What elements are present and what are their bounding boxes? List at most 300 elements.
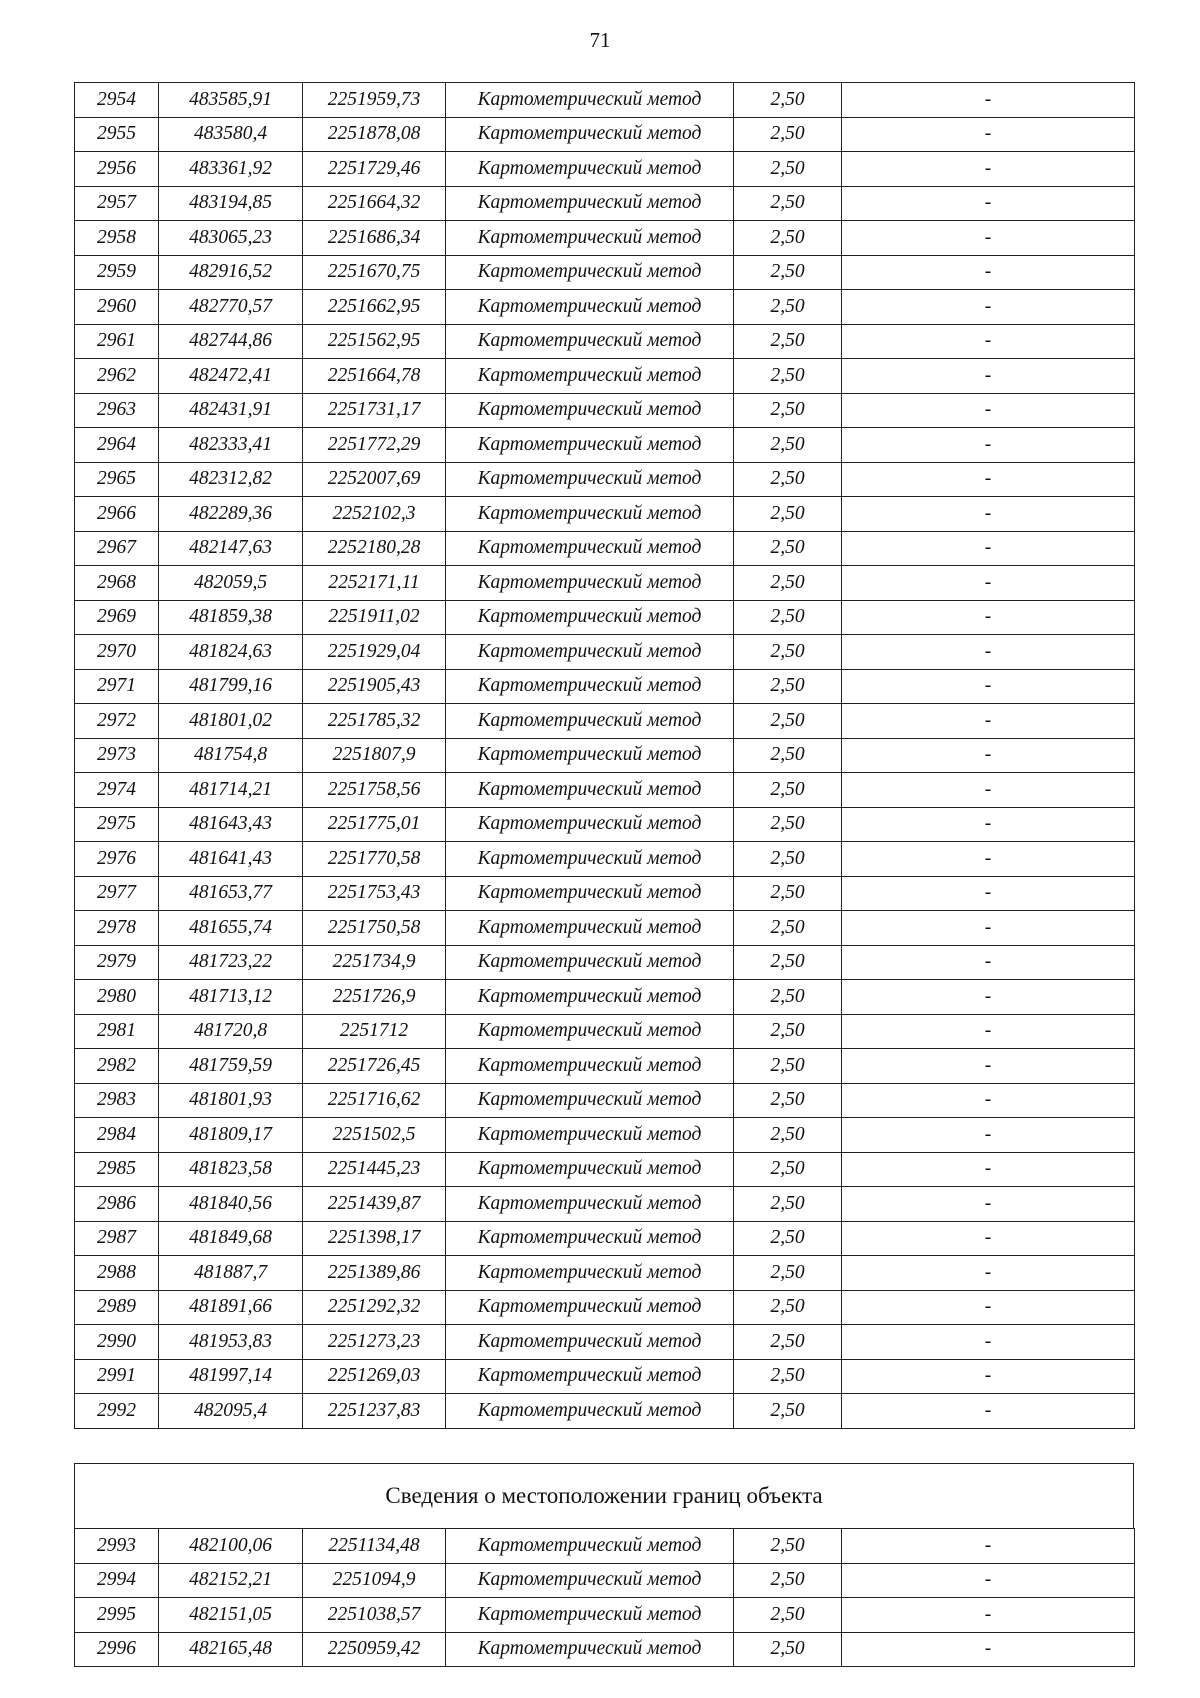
description-cell: - <box>842 1325 1135 1360</box>
point-number-cell: 2985 <box>75 1152 159 1187</box>
y-coordinate-cell: 2251686,34 <box>303 221 446 256</box>
table-row <box>75 1529 1135 1564</box>
accuracy-cell: 2,50 <box>734 600 842 635</box>
method-cell: Картометрический метод <box>446 117 734 152</box>
point-number-cell: 2960 <box>75 290 159 325</box>
y-coordinate-cell: 2251734,9 <box>303 945 446 980</box>
description-cell: - <box>842 186 1135 221</box>
method-cell: Картометрический метод <box>446 807 734 842</box>
point-number-cell: 2977 <box>75 876 159 911</box>
table-row <box>75 1221 1135 1256</box>
point-number-cell: 2962 <box>75 359 159 394</box>
description-cell: - <box>842 1118 1135 1153</box>
x-coordinate-cell: 481953,83 <box>159 1325 303 1360</box>
accuracy-cell: 2,50 <box>734 1598 842 1633</box>
accuracy-cell: 2,50 <box>734 1394 842 1429</box>
accuracy-cell: 2,50 <box>734 324 842 359</box>
description-cell: - <box>842 635 1135 670</box>
description-cell: - <box>842 152 1135 187</box>
point-number-cell: 2973 <box>75 738 159 773</box>
point-number-cell: 2995 <box>75 1598 159 1633</box>
accuracy-cell: 2,50 <box>734 393 842 428</box>
y-coordinate-cell: 2252007,69 <box>303 462 446 497</box>
x-coordinate-cell: 481720,8 <box>159 1014 303 1049</box>
y-coordinate-cell: 2251878,08 <box>303 117 446 152</box>
accuracy-cell: 2,50 <box>734 1049 842 1084</box>
description-cell: - <box>842 566 1135 601</box>
table-row <box>75 1598 1135 1633</box>
accuracy-cell: 2,50 <box>734 1187 842 1222</box>
method-cell: Картометрический метод <box>446 980 734 1015</box>
table-row <box>75 566 1135 601</box>
x-coordinate-cell: 481801,02 <box>159 704 303 739</box>
point-number-cell: 2991 <box>75 1359 159 1394</box>
x-coordinate-cell: 481891,66 <box>159 1290 303 1325</box>
method-cell: Картометрический метод <box>446 497 734 532</box>
point-number-cell: 2993 <box>75 1529 159 1564</box>
y-coordinate-cell: 2251770,58 <box>303 842 446 877</box>
y-coordinate-cell: 2252102,3 <box>303 497 446 532</box>
method-cell: Картометрический метод <box>446 152 734 187</box>
table-row <box>75 1187 1135 1222</box>
accuracy-cell: 2,50 <box>734 255 842 290</box>
accuracy-cell: 2,50 <box>734 566 842 601</box>
point-number-cell: 2990 <box>75 1325 159 1360</box>
x-coordinate-cell: 482431,91 <box>159 393 303 428</box>
point-number-cell: 2965 <box>75 462 159 497</box>
accuracy-cell: 2,50 <box>734 635 842 670</box>
method-cell: Картометрический метод <box>446 393 734 428</box>
point-number-cell: 2963 <box>75 393 159 428</box>
object-boundaries-table-body <box>75 1529 1135 1667</box>
table-row <box>75 1152 1135 1187</box>
method-cell: Картометрический метод <box>446 704 734 739</box>
x-coordinate-cell: 482472,41 <box>159 359 303 394</box>
description-cell: - <box>842 669 1135 704</box>
accuracy-cell: 2,50 <box>734 1325 842 1360</box>
point-number-cell: 2988 <box>75 1256 159 1291</box>
description-cell: - <box>842 1014 1135 1049</box>
y-coordinate-cell: 2251785,32 <box>303 704 446 739</box>
y-coordinate-cell: 2251439,87 <box>303 1187 446 1222</box>
x-coordinate-cell: 482333,41 <box>159 428 303 463</box>
accuracy-cell: 2,50 <box>734 1014 842 1049</box>
method-cell: Картометрический метод <box>446 221 734 256</box>
method-cell: Картометрический метод <box>446 1529 734 1564</box>
y-coordinate-cell: 2251134,48 <box>303 1529 446 1564</box>
table-row <box>75 738 1135 773</box>
object-boundaries-table <box>74 1528 1135 1667</box>
method-cell: Картометрический метод <box>446 83 734 118</box>
y-coordinate-cell: 2251772,29 <box>303 428 446 463</box>
accuracy-cell: 2,50 <box>734 462 842 497</box>
method-cell: Картометрический метод <box>446 566 734 601</box>
y-coordinate-cell: 2251670,75 <box>303 255 446 290</box>
description-cell: - <box>842 1290 1135 1325</box>
point-number-cell: 2959 <box>75 255 159 290</box>
x-coordinate-cell: 481713,12 <box>159 980 303 1015</box>
accuracy-cell: 2,50 <box>734 531 842 566</box>
point-number-cell: 2994 <box>75 1563 159 1598</box>
description-cell: - <box>842 807 1135 842</box>
point-number-cell: 2961 <box>75 324 159 359</box>
description-cell: - <box>842 1221 1135 1256</box>
y-coordinate-cell: 2251292,32 <box>303 1290 446 1325</box>
accuracy-cell: 2,50 <box>734 1118 842 1153</box>
y-coordinate-cell: 2251237,83 <box>303 1394 446 1429</box>
y-coordinate-cell: 2251775,01 <box>303 807 446 842</box>
description-cell: - <box>842 462 1135 497</box>
accuracy-cell: 2,50 <box>734 980 842 1015</box>
y-coordinate-cell: 2251911,02 <box>303 600 446 635</box>
accuracy-cell: 2,50 <box>734 152 842 187</box>
x-coordinate-cell: 482147,63 <box>159 531 303 566</box>
table-row <box>75 635 1135 670</box>
accuracy-cell: 2,50 <box>734 1256 842 1291</box>
table-row <box>75 1014 1135 1049</box>
y-coordinate-cell: 2251905,43 <box>303 669 446 704</box>
table-row <box>75 1049 1135 1084</box>
x-coordinate-cell: 482165,48 <box>159 1632 303 1667</box>
y-coordinate-cell: 2251726,9 <box>303 980 446 1015</box>
y-coordinate-cell: 2251389,86 <box>303 1256 446 1291</box>
description-cell: - <box>842 290 1135 325</box>
x-coordinate-cell: 481997,14 <box>159 1359 303 1394</box>
y-coordinate-cell: 2251502,5 <box>303 1118 446 1153</box>
description-cell: - <box>842 911 1135 946</box>
table-row <box>75 290 1135 325</box>
description-cell: - <box>842 255 1135 290</box>
method-cell: Картометрический метод <box>446 1359 734 1394</box>
method-cell: Картометрический метод <box>446 669 734 704</box>
table-row <box>75 359 1135 394</box>
x-coordinate-cell: 481849,68 <box>159 1221 303 1256</box>
point-number-cell: 2992 <box>75 1394 159 1429</box>
table-row <box>75 1394 1135 1429</box>
method-cell: Картометрический метод <box>446 1221 734 1256</box>
table-row <box>75 152 1135 187</box>
point-number-cell: 2978 <box>75 911 159 946</box>
accuracy-cell: 2,50 <box>734 1221 842 1256</box>
description-cell: - <box>842 83 1135 118</box>
description-cell: - <box>842 1394 1135 1429</box>
method-cell: Картометрический метод <box>446 1598 734 1633</box>
description-cell: - <box>842 980 1135 1015</box>
x-coordinate-cell: 481809,17 <box>159 1118 303 1153</box>
accuracy-cell: 2,50 <box>734 911 842 946</box>
accuracy-cell: 2,50 <box>734 497 842 532</box>
description-cell: - <box>842 1049 1135 1084</box>
accuracy-cell: 2,50 <box>734 738 842 773</box>
page-number: 71 <box>589 28 611 52</box>
x-coordinate-cell: 481801,93 <box>159 1083 303 1118</box>
method-cell: Картометрический метод <box>446 1290 734 1325</box>
table-row <box>75 669 1135 704</box>
table-row <box>75 1118 1135 1153</box>
method-cell: Картометрический метод <box>446 1256 734 1291</box>
method-cell: Картометрический метод <box>446 1563 734 1598</box>
table-row <box>75 876 1135 911</box>
method-cell: Картометрический метод <box>446 738 734 773</box>
accuracy-cell: 2,50 <box>734 83 842 118</box>
description-cell: - <box>842 704 1135 739</box>
y-coordinate-cell: 2251445,23 <box>303 1152 446 1187</box>
method-cell: Картометрический метод <box>446 1118 734 1153</box>
y-coordinate-cell: 2251712 <box>303 1014 446 1049</box>
table-row <box>75 945 1135 980</box>
table-row <box>75 428 1135 463</box>
point-number-cell: 2967 <box>75 531 159 566</box>
point-number-cell: 2974 <box>75 773 159 808</box>
x-coordinate-cell: 481714,21 <box>159 773 303 808</box>
point-number-cell: 2971 <box>75 669 159 704</box>
table-row <box>75 186 1135 221</box>
description-cell: - <box>842 428 1135 463</box>
accuracy-cell: 2,50 <box>734 1290 842 1325</box>
x-coordinate-cell: 481643,43 <box>159 807 303 842</box>
x-coordinate-cell: 481859,38 <box>159 600 303 635</box>
y-coordinate-cell: 2251959,73 <box>303 83 446 118</box>
x-coordinate-cell: 481840,56 <box>159 1187 303 1222</box>
table-row <box>75 773 1135 808</box>
method-cell: Картометрический метод <box>446 428 734 463</box>
y-coordinate-cell: 2251664,32 <box>303 186 446 221</box>
x-coordinate-cell: 483065,23 <box>159 221 303 256</box>
x-coordinate-cell: 481823,58 <box>159 1152 303 1187</box>
point-number-cell: 2984 <box>75 1118 159 1153</box>
method-cell: Картометрический метод <box>446 1394 734 1429</box>
description-cell: - <box>842 393 1135 428</box>
description-cell: - <box>842 773 1135 808</box>
table-row <box>75 1290 1135 1325</box>
table-row <box>75 911 1135 946</box>
point-number-cell: 2969 <box>75 600 159 635</box>
method-cell: Картометрический метод <box>446 600 734 635</box>
description-cell: - <box>842 1563 1135 1598</box>
accuracy-cell: 2,50 <box>734 290 842 325</box>
y-coordinate-cell: 2251094,9 <box>303 1563 446 1598</box>
y-coordinate-cell: 2251269,03 <box>303 1359 446 1394</box>
y-coordinate-cell: 2251929,04 <box>303 635 446 670</box>
accuracy-cell: 2,50 <box>734 1529 842 1564</box>
table-row <box>75 531 1135 566</box>
accuracy-cell: 2,50 <box>734 1083 842 1118</box>
method-cell: Картометрический метод <box>446 773 734 808</box>
method-cell: Картометрический метод <box>446 842 734 877</box>
x-coordinate-cell: 483361,92 <box>159 152 303 187</box>
x-coordinate-cell: 482916,52 <box>159 255 303 290</box>
x-coordinate-cell: 482059,5 <box>159 566 303 601</box>
method-cell: Картометрический метод <box>446 876 734 911</box>
x-coordinate-cell: 481653,77 <box>159 876 303 911</box>
x-coordinate-cell: 483194,85 <box>159 186 303 221</box>
table-row <box>75 393 1135 428</box>
description-cell: - <box>842 600 1135 635</box>
x-coordinate-cell: 481759,59 <box>159 1049 303 1084</box>
table-row <box>75 807 1135 842</box>
accuracy-cell: 2,50 <box>734 704 842 739</box>
table-row <box>75 497 1135 532</box>
table-row <box>75 221 1135 256</box>
x-coordinate-cell: 481799,16 <box>159 669 303 704</box>
description-cell: - <box>842 1083 1135 1118</box>
accuracy-cell: 2,50 <box>734 842 842 877</box>
table-row <box>75 1359 1135 1394</box>
method-cell: Картометрический метод <box>446 1325 734 1360</box>
method-cell: Картометрический метод <box>446 290 734 325</box>
y-coordinate-cell: 2251753,43 <box>303 876 446 911</box>
description-cell: - <box>842 497 1135 532</box>
y-coordinate-cell: 2251398,17 <box>303 1221 446 1256</box>
x-coordinate-cell: 482289,36 <box>159 497 303 532</box>
description-cell: - <box>842 945 1135 980</box>
x-coordinate-cell: 482744,86 <box>159 324 303 359</box>
accuracy-cell: 2,50 <box>734 1152 842 1187</box>
point-number-cell: 2982 <box>75 1049 159 1084</box>
description-cell: - <box>842 531 1135 566</box>
y-coordinate-cell: 2251664,78 <box>303 359 446 394</box>
description-cell: - <box>842 876 1135 911</box>
point-number-cell: 2980 <box>75 980 159 1015</box>
table-row <box>75 255 1135 290</box>
method-cell: Картометрический метод <box>446 1187 734 1222</box>
table-row <box>75 1325 1135 1360</box>
table-row <box>75 980 1135 1015</box>
x-coordinate-cell: 482770,57 <box>159 290 303 325</box>
method-cell: Картометрический метод <box>446 1049 734 1084</box>
accuracy-cell: 2,50 <box>734 945 842 980</box>
point-number-cell: 2981 <box>75 1014 159 1049</box>
accuracy-cell: 2,50 <box>734 807 842 842</box>
x-coordinate-cell: 482312,82 <box>159 462 303 497</box>
accuracy-cell: 2,50 <box>734 1632 842 1667</box>
method-cell: Картометрический метод <box>446 186 734 221</box>
method-cell: Картометрический метод <box>446 945 734 980</box>
x-coordinate-cell: 483585,91 <box>159 83 303 118</box>
point-number-cell: 2972 <box>75 704 159 739</box>
table-row <box>75 462 1135 497</box>
description-cell: - <box>842 738 1135 773</box>
table-row <box>75 1256 1135 1291</box>
table-row <box>75 600 1135 635</box>
y-coordinate-cell: 2251038,57 <box>303 1598 446 1633</box>
accuracy-cell: 2,50 <box>734 221 842 256</box>
point-number-cell: 2970 <box>75 635 159 670</box>
y-coordinate-cell: 2251807,9 <box>303 738 446 773</box>
coordinates-table-body <box>75 83 1135 1429</box>
method-cell: Картометрический метод <box>446 1014 734 1049</box>
point-number-cell: 2964 <box>75 428 159 463</box>
y-coordinate-cell: 2251750,58 <box>303 911 446 946</box>
table-row <box>75 842 1135 877</box>
method-cell: Картометрический метод <box>446 635 734 670</box>
method-cell: Картометрический метод <box>446 1152 734 1187</box>
table-row <box>75 1563 1135 1598</box>
accuracy-cell: 2,50 <box>734 1563 842 1598</box>
description-cell: - <box>842 1256 1135 1291</box>
method-cell: Картометрический метод <box>446 1632 734 1667</box>
accuracy-cell: 2,50 <box>734 186 842 221</box>
description-cell: - <box>842 1598 1135 1633</box>
method-cell: Картометрический метод <box>446 462 734 497</box>
y-coordinate-cell: 2251716,62 <box>303 1083 446 1118</box>
y-coordinate-cell: 2251662,95 <box>303 290 446 325</box>
method-cell: Картометрический метод <box>446 255 734 290</box>
section-title: Сведения о местоположении границ объекта <box>74 1463 1134 1528</box>
accuracy-cell: 2,50 <box>734 669 842 704</box>
table-row <box>75 704 1135 739</box>
x-coordinate-cell: 483580,4 <box>159 117 303 152</box>
description-cell: - <box>842 359 1135 394</box>
method-cell: Картометрический метод <box>446 324 734 359</box>
x-coordinate-cell: 482100,06 <box>159 1529 303 1564</box>
table-row <box>75 1083 1135 1118</box>
accuracy-cell: 2,50 <box>734 359 842 394</box>
accuracy-cell: 2,50 <box>734 117 842 152</box>
point-number-cell: 2979 <box>75 945 159 980</box>
x-coordinate-cell: 482095,4 <box>159 1394 303 1429</box>
y-coordinate-cell: 2251758,56 <box>303 773 446 808</box>
point-number-cell: 2976 <box>75 842 159 877</box>
description-cell: - <box>842 1187 1135 1222</box>
point-number-cell: 2975 <box>75 807 159 842</box>
method-cell: Картометрический метод <box>446 1083 734 1118</box>
point-number-cell: 2954 <box>75 83 159 118</box>
x-coordinate-cell: 481754,8 <box>159 738 303 773</box>
y-coordinate-cell: 2250959,42 <box>303 1632 446 1667</box>
description-cell: - <box>842 324 1135 359</box>
description-cell: - <box>842 1632 1135 1667</box>
accuracy-cell: 2,50 <box>734 1359 842 1394</box>
method-cell: Картометрический метод <box>446 531 734 566</box>
description-cell: - <box>842 1359 1135 1394</box>
method-cell: Картометрический метод <box>446 359 734 394</box>
x-coordinate-cell: 481824,63 <box>159 635 303 670</box>
y-coordinate-cell: 2251731,17 <box>303 393 446 428</box>
x-coordinate-cell: 481887,7 <box>159 1256 303 1291</box>
y-coordinate-cell: 2251726,45 <box>303 1049 446 1084</box>
table-row <box>75 117 1135 152</box>
x-coordinate-cell: 481641,43 <box>159 842 303 877</box>
point-number-cell: 2996 <box>75 1632 159 1667</box>
point-number-cell: 2956 <box>75 152 159 187</box>
point-number-cell: 2958 <box>75 221 159 256</box>
point-number-cell: 2968 <box>75 566 159 601</box>
accuracy-cell: 2,50 <box>734 773 842 808</box>
method-cell: Картометрический метод <box>446 911 734 946</box>
description-cell: - <box>842 1529 1135 1564</box>
accuracy-cell: 2,50 <box>734 876 842 911</box>
y-coordinate-cell: 2251562,95 <box>303 324 446 359</box>
x-coordinate-cell: 482151,05 <box>159 1598 303 1633</box>
point-number-cell: 2966 <box>75 497 159 532</box>
point-number-cell: 2957 <box>75 186 159 221</box>
point-number-cell: 2989 <box>75 1290 159 1325</box>
y-coordinate-cell: 2251273,23 <box>303 1325 446 1360</box>
accuracy-cell: 2,50 <box>734 428 842 463</box>
table-row <box>75 1632 1135 1667</box>
x-coordinate-cell: 482152,21 <box>159 1563 303 1598</box>
description-cell: - <box>842 842 1135 877</box>
description-cell: - <box>842 221 1135 256</box>
x-coordinate-cell: 481655,74 <box>159 911 303 946</box>
coordinates-table <box>74 82 1135 1429</box>
description-cell: - <box>842 1152 1135 1187</box>
point-number-cell: 2983 <box>75 1083 159 1118</box>
y-coordinate-cell: 2251729,46 <box>303 152 446 187</box>
x-coordinate-cell: 481723,22 <box>159 945 303 980</box>
y-coordinate-cell: 2252180,28 <box>303 531 446 566</box>
